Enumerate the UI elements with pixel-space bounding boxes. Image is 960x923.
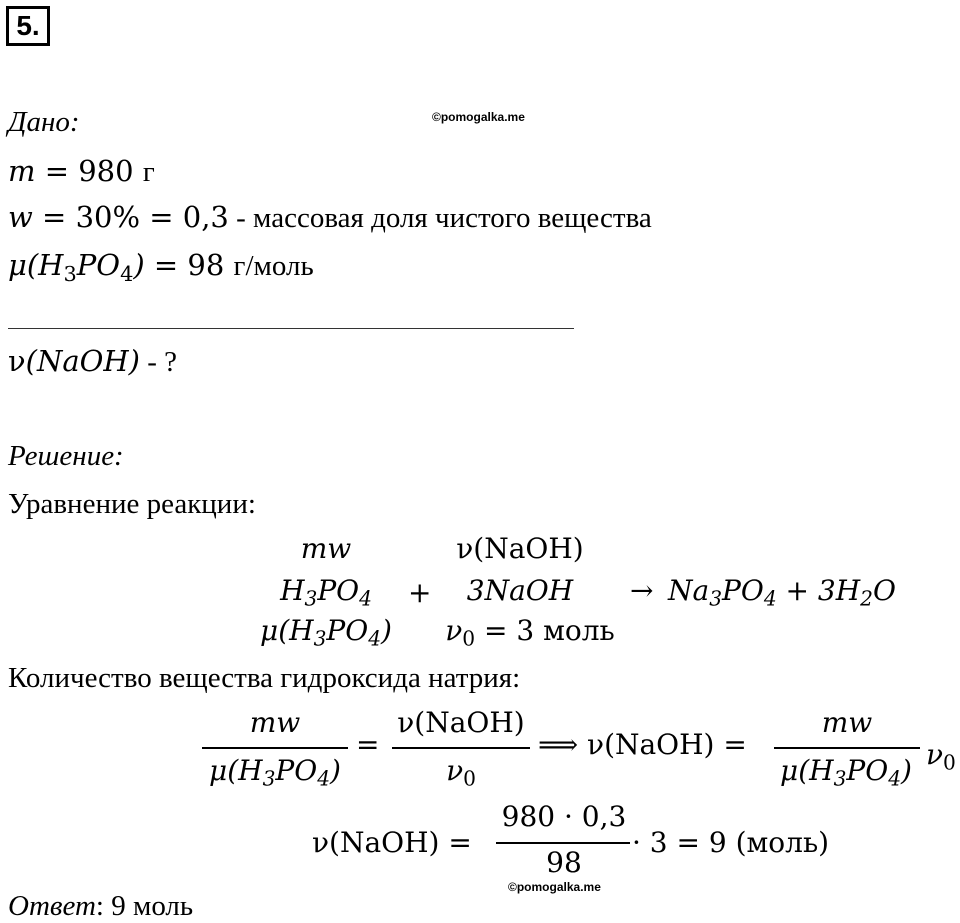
reaction-left-reactant: $H_3PO_4$	[280, 574, 372, 611]
proportion-den1: $\mu(H_3PO_4)$	[209, 754, 341, 791]
molar-mass-value: = 98	[144, 248, 234, 282]
molar-mass-symbol: μ	[8, 248, 27, 282]
given-fraction	[8, 200, 652, 235]
find-symbol: ν	[8, 344, 26, 378]
reaction-above-right: ν(NaOH)	[456, 532, 584, 565]
fraction-description: - массовая доля чистого вещества	[228, 202, 652, 234]
mass-symbol: m	[8, 154, 36, 188]
watermark-bottom: ©pomogalka.me	[508, 880, 601, 894]
proportion-num3: mw	[821, 706, 873, 739]
given-mass	[8, 154, 155, 189]
reaction-products: $Na_3PO_4 + 3H_2O$	[668, 574, 896, 611]
watermark-top: ©pomogalka.me	[432, 110, 525, 124]
calculation-numerator: 980 · 0,3	[501, 800, 627, 833]
proportion-fraction-bar-2	[392, 747, 530, 749]
calculation-denominator: 98	[546, 846, 582, 879]
proportion-den3: $\mu(H_3PO_4)$	[780, 754, 912, 791]
answer-label: Ответ	[8, 890, 96, 922]
reaction-below-left: $\mu(H_3PO_4)$	[260, 614, 392, 651]
calculation-lhs: ν(NaOH) =	[312, 826, 472, 859]
solution-heading: Решение:	[8, 440, 124, 472]
answer-line	[8, 888, 193, 923]
problem-number: 5.	[6, 6, 50, 46]
mass-value: = 980	[35, 154, 143, 188]
quantity-label: Количество вещества гидроксида натрия:	[8, 662, 521, 694]
calculation-rhs: · 3 = 9 (моль)	[632, 826, 830, 859]
molar-mass-unit: г/моль	[233, 250, 314, 282]
reaction-right-reactant: 3NaOH	[466, 574, 574, 607]
proportion-num1: mw	[249, 706, 301, 739]
reaction-label: Уравнение реакции:	[8, 488, 256, 520]
given-heading: Дано:	[8, 106, 80, 138]
proportion-tail: $\nu_0$	[926, 738, 956, 775]
proportion-implies: ⟹ ν(NaOH) =	[538, 728, 747, 761]
find-line	[8, 344, 177, 379]
proportion-eq1: =	[356, 728, 380, 761]
reaction-above-left: mw	[300, 532, 352, 565]
given-molar-mass: $\mu(H_3PO_4) = 98$ г/моль	[8, 248, 314, 286]
mass-unit: г	[142, 156, 155, 188]
reaction-below-right: $\nu_0 = 3$ моль	[445, 614, 615, 651]
fraction-symbol: w	[8, 200, 33, 234]
calculation-fraction-bar	[496, 842, 630, 844]
reaction-arrow: →	[630, 574, 654, 607]
find-suffix: - ?	[140, 346, 178, 378]
proportion-fraction-bar-3	[774, 747, 920, 749]
answer-value: : 9 моль	[95, 890, 194, 922]
given-divider	[8, 328, 574, 329]
proportion-num2: ν(NaOH)	[397, 706, 525, 739]
reaction-plus: +	[408, 576, 432, 609]
find-formula: (NaOH)	[25, 344, 140, 378]
proportion-den2: $\nu_0$	[446, 754, 476, 791]
fraction-value: = 30% = 0,3	[32, 200, 229, 234]
proportion-fraction-bar-1	[202, 747, 348, 749]
